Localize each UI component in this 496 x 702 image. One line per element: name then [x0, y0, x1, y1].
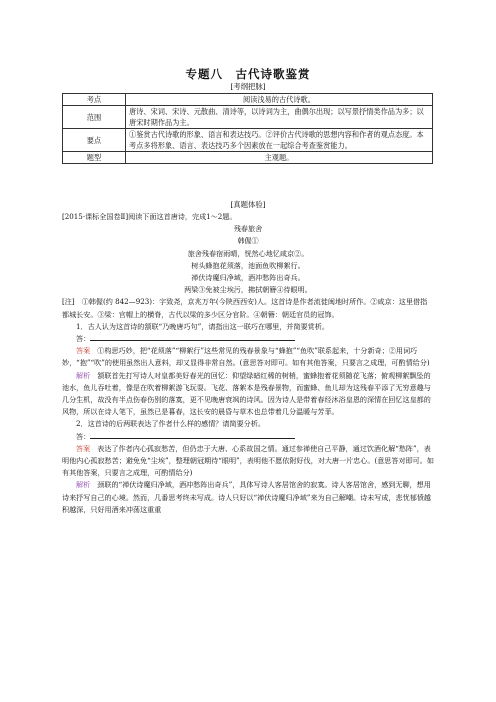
page-title: 专题八 古代诗歌鉴赏	[185, 67, 311, 81]
notes-text: ①韩偓(约 842—923)：字致尧，京兆万年(今陕西西安)人。这首诗是作者流徙闽地时所作。②咸京：这里借指都城长安。③梁：官帽上的横脊，古代以梁的多少区分官阶。④朝簪：朝廷官员的冠饰。	[62, 297, 428, 319]
answer-prefix: 答：	[76, 431, 91, 441]
answer-2	[62, 443, 434, 480]
notes	[62, 296, 434, 320]
answer-label: 答案	[76, 443, 91, 453]
analysis-1	[62, 370, 434, 419]
answer-blank	[90, 431, 295, 439]
answer-text: 表达了作者内心孤寂愁苦，但仍忠于大唐、心系故国之情。通过参禅使自己平静，通过饮酒化解“愁阵”，表明他内心孤寂愁苦；避免免“尘埃”，整理朝冠期待“眼明”，表明他不愿依附好伐，对大唐一片忠心。(意思答对即可。如有其他答案，只要言之成理，可酌情给分)	[62, 443, 434, 478]
table-key-cell: 要点	[63, 129, 126, 152]
poem-title: 残春旅舍	[233, 224, 263, 234]
analysis-2	[62, 479, 434, 516]
answer-text: ①构思巧妙，把“花须落”“柳絮行”这些常见的残春景象与“蜂抱”“鱼吹”联系起来，十分新奇；②用词巧妙，“抱”“吹”的使用虽然出人意料，却又显得非常自然。(意思答对即可。如有其他答案，只要言之成理，可酌情给分)	[62, 346, 430, 368]
table-row	[63, 129, 433, 152]
answer-line-1	[62, 333, 434, 345]
table-value-cell: 主观题。	[126, 152, 433, 164]
intro-line: [2015·课标全国卷Ⅱ]阅读下面这首唐诗，完成1～2题。	[62, 212, 237, 221]
section-zhenti-heading: [真题体验]	[230, 200, 266, 209]
table-value-cell: ①鉴赏古代诗歌的形象、语言和表达技巧。②评价古代诗歌的思想内容和作者的观点态度。本考点多将形象、语言、表达技巧多个因素放在一起综合考查鉴赏能力。	[126, 129, 433, 152]
table-value-cell: 唐诗、宋词、宋诗、元散曲、清诗等，以诗词为主，曲偶尔出现；以写景抒情类作品为多；以唐宋时期作品为主。	[126, 106, 433, 129]
table-row	[63, 152, 433, 164]
question-2: 2．这首诗的后两联表达了作者什么样的感情？请简要分析。	[76, 419, 265, 429]
exam-body	[62, 211, 434, 516]
table-key-cell: 题型	[63, 152, 126, 164]
table-value-cell: 阅读浅易的古代诗歌。	[126, 94, 433, 106]
analysis-text: 颈联的“禅伏诗魔归净域，酒冲愁阵出奇兵”，具体写诗人客居馆舍的寂寞。诗人客居馆舍，感到无聊，想用诗来抒写自己的心境。然而，几番思考终未写成。诗人只好以“禅伏诗魔归净域”来为自己解嘲。诗未写成，悲忧郁愤越积越深，只好用酒来冲荡这重重	[62, 480, 432, 514]
answer-line-2	[62, 431, 434, 443]
answer-prefix: 答：	[76, 334, 91, 344]
poem-line: 旅舍残春宿雨晴，恍然心地忆咸京②。	[187, 248, 309, 258]
poem-author: 韩偓①	[237, 236, 259, 246]
section-kaogang-heading: [考纲把脉]	[230, 82, 266, 91]
analysis-label: 解析	[76, 370, 91, 380]
poem-line: 两梁③免被尘埃污，拂拭朝簪④待眼明。	[184, 285, 312, 295]
poem-line: 禅伏诗魔归净域，酒冲愁阵出奇兵。	[191, 273, 305, 283]
answer-label: 答案	[76, 346, 91, 356]
notes-label: [注]	[62, 297, 75, 307]
analysis-text: 颔联首先打写诗人对皇都美好春光的回忆：仰望绿暗红稀的树梢，蜜蜂抱着花须随花飞落；俯观柳絮飘坠的池水，鱼儿吞吐着，像是在吹着柳絮游飞玩耍。飞花、落絮本是残春景物，而蜜蜂、鱼儿却为这残春平添了无穷意趣与几分生机，故没有半点伤春伤别的落寞，更不见晚唐衰飒的诗风。因为诗人是带着春经沐浴皇恩的深情在回忆这皇都的风物，所以在诗人笔下，虽然已是暮春，这长安的晨昏与草木也总带着几分温暖与芳菲。	[62, 370, 431, 417]
table-key-cell: 范围	[63, 106, 126, 129]
table-key-cell: 考点	[63, 94, 126, 106]
poem-line: 树头蜂抱花须落，池面鱼吹柳絮行。	[191, 260, 305, 270]
answer-blank	[90, 333, 295, 341]
answer-1	[62, 345, 434, 369]
table-row	[63, 94, 433, 106]
table-row	[63, 106, 433, 129]
analysis-label: 解析	[76, 480, 91, 490]
question-1: 1．古人认为这首诗的颔联“乃晚唐巧句”，请指出这一联巧在哪里，并简要赏析。	[76, 321, 329, 331]
kaogang-table	[62, 93, 433, 164]
